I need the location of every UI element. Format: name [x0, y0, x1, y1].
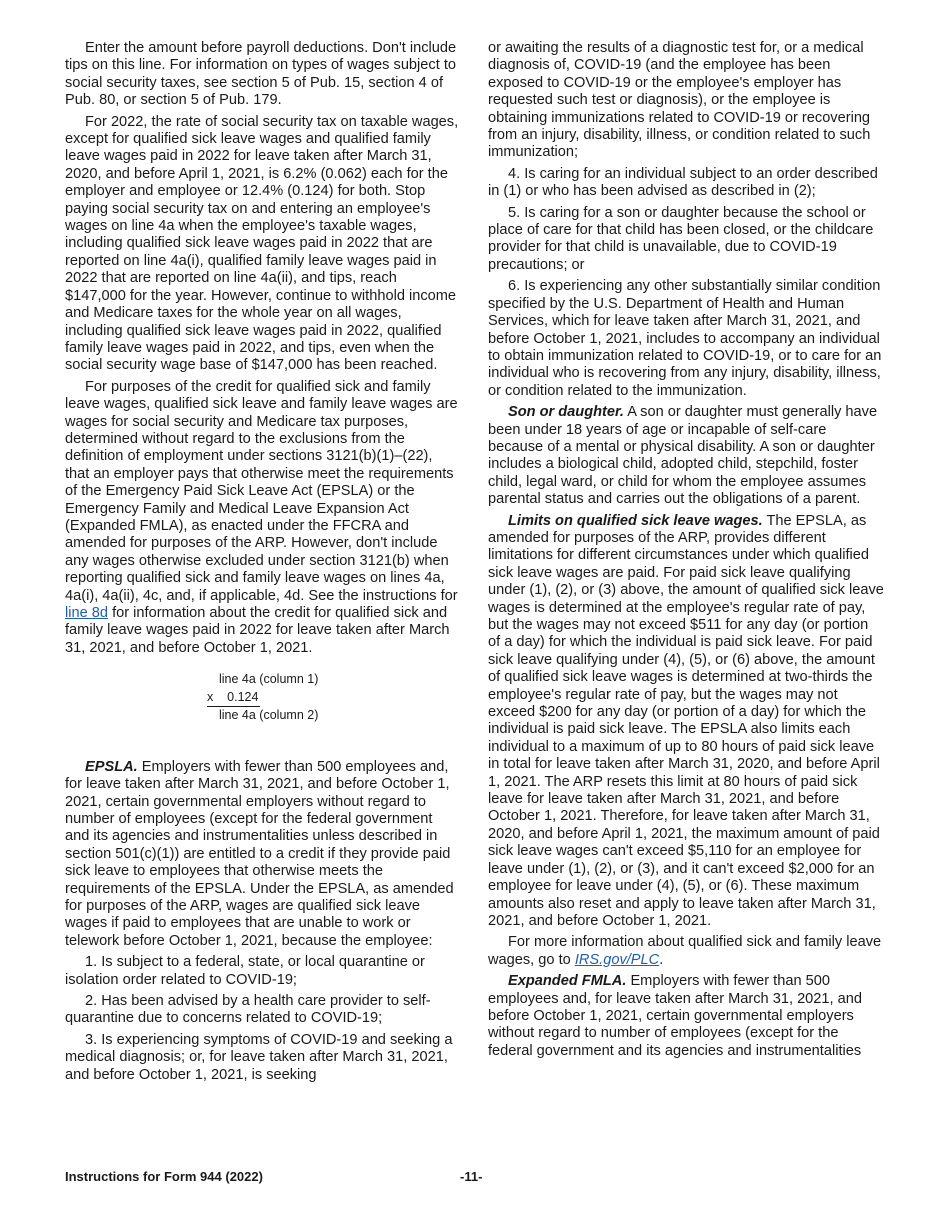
credit-purposes-text-end: for information about the credit for qualified sick and family leave wages paid in 2022 for leave taken after March 31, 2021, and before October 1, 2021.: [65, 605, 450, 656]
expanded-fmla-text: Employers with fewer than 500 employees and, for leave taken after March 31, 2021, and before October 1, 2021, certain governmental employers without regard to number of employees (except for the federal government and its agencies and instrumentalities: [488, 973, 862, 1059]
son-or-daughter-text: A son or daughter must generally have been under 18 years of age or incapable of self-care because of a mental or physical disability. A son or daughter includes a biological child, adopted child, stepchild, foster child, legal ward, or child for whom the employee assumes parental status and carries out the obligations of a parent.: [488, 404, 878, 508]
paragraph-limits: [488, 513, 884, 931]
paragraph-social-security-rate: For 2022, the rate of social security tax on taxable wages, except for qualified sick leave wages and qualified family leave wages paid in 2022 for leave taken after March 31, 2020, and before April 1, 2021, is 6.2% (0.062) each for the employer and employee or 12.4% (0.124) for both. Stop paying social security tax on and entering an employee's wages on line 4a when the employee's taxable wages, including qualified sick leave wages paid in 2022 that are reported on line 4a(i), qualified family leave wages paid in 2022 that are reported on line 4a(ii), and tips, reach $147,000 for the year. However, continue to withhold income and Medicare taxes for the whole year on all wages, including qualified sick leave wages paid in 2022, qualified family leave wages paid in 2022, and tips, even when the social security wage base of $147,000 has been reached.: [65, 113, 459, 374]
list-item-6: 6. Is experiencing any other substantially similar condition specified by the U.S. Department of Health and Human Services, which for leave taken after March 31, 2021, and before October 1, 2021, includes to accompany an individual to obtain immunization related to COVID-19, or to care for an individual who is recovering from any injury, disability, illness, or condition related to the immunization.: [488, 278, 882, 399]
credit-purposes-text: For purposes of the credit for qualified sick and family leave wages, qualified sick leave and family leave wages are wages for social security and Medicare tax purposes, determined without regard to the exclusions from the definition of employment under sections 3121(b)(1)–(22), that an employer pays that otherwise meet the requirements of the Emergency Paid Sick Leave Act (EPSLA) or the Emergency Family and Medical Leave Expansion Act (Expanded FMLA), as enacted under the FFCRA and amended for purposes of the ARP. However, don't include any wages otherwise excluded under section 3121(b) when reporting qualified sick and family leave wages on lines 4a, 4a(i), 4a(ii), 4c, and, if applicable, 4d. See the instructions for: [65, 378, 458, 604]
footer-form-title: Instructions for Form 944 (2022): [65, 1169, 263, 1184]
limits-text: The EPSLA, as amended for purposes of the ARP, provides different limitations for different circumstances under which qualified sick leave wages are paid. For paid sick leave qualifying under (1), (2), or (3) above, the amount of qualified sick leave wages is determined at the employee's regular rate of pay, but the wages may not exceed $511 for any day (or portion of a day) for which the individual is paid sick leave. For paid sick leave qualifying under (4), (5), or (6) above, the amount of qualified sick leave wages is determined at two-thirds the employee's regular rate of pay, but the wages may not exceed $200 for any day (or portion of a day) for which the individual is paid sick leave. The EPSLA also limits each individual to a maximum of up to 80 hours of paid sick leave in total for leave taken after March 31, 2020, and before April 1, 2021. The ARP resets this limit at 80 hours of paid sick leave for leave taken after March 31, 2021, and before October 1, 2021. Therefore, for leave taken after March 31, 2020, and before April 1, 2021, the maximum amount of paid sick leave wages can't exceed $5,110 for an employee for leave under (1), (2), or (3), and it can't exceed $2,000 for an employee for leave under (4), (5), or (6). These maximum amounts also reset and apply to leave taken after March 31, 2021, and before October 1, 2021.: [488, 512, 884, 929]
list-item-4: 4. Is caring for an individual subject to an order described in (1) or who has been advised as described in (2);: [488, 165, 878, 200]
list-item-3-continued: or awaiting the results of a diagnostic test for, or a medical diagnosis of, COVID-19 (and the employee has been exposed to COVID-19 or the employee's employer has requested such test or diagnosis), or the employee is obtaining immunizations related to COVID-19 or recovering from an injury, disability, illness, or condition related to such immunization;: [488, 40, 871, 161]
line-8d-link[interactable]: line 8d: [65, 605, 109, 621]
paragraph-son-or-daughter: [488, 404, 884, 508]
paragraph-credit-purposes: [65, 379, 460, 658]
list-item-3: 3. Is experiencing symptoms of COVID-19 and seeking a medical diagnosis; or, for leave taken after March 31, 2021, and before October 1, 2021, is seeking: [65, 1031, 453, 1083]
paragraph-expanded-fmla: [488, 973, 884, 1060]
calc-row-column2: line 4a (column 2): [219, 708, 319, 723]
epsla-text: Employers with fewer than 500 employees and, for leave taken after March 31, 2021, and before October 1, 2021, certain governmental employers without regard to number of employees (except for the federal government and its agencies and instrumentalities unless described in section 501(c)(1)) are entitled to a credit if they provide paid sick leave to employees that otherwise meets the requirements of the EPSLA. Under the EPSLA, as amended for purposes of the ARP, wages are qualified sick leave wages if paid to employees that are unable to work or telework before October 1, 2021, because the employee:: [65, 758, 454, 949]
list-item-1: 1. Is subject to a federal, state, or local quarantine or isolation order related to COVID-19;: [65, 954, 425, 988]
calc-row-column1: line 4a (column 1): [219, 672, 319, 687]
expanded-fmla-heading: Expanded FMLA.: [508, 973, 627, 990]
right-column: [488, 40, 884, 1064]
paragraph-more-info: [488, 934, 884, 969]
irs-plc-link[interactable]: IRS.gov/PLC: [574, 951, 660, 968]
son-or-daughter-heading: Son or daughter.: [508, 404, 624, 421]
more-info-text: For more information about qualified sick and family leave wages, go to: [488, 934, 882, 968]
calc-row-multiplier: x 0.124: [207, 689, 260, 708]
calculation-block: [207, 671, 460, 725]
paragraph-epsla: [65, 759, 460, 950]
more-info-period: .: [659, 951, 664, 968]
list-item-5: 5. Is caring for a son or daughter because the school or place of care for that child has been closed, or the childcare provider for that child is unavailable, due to COVID-19 precautions; or: [488, 204, 874, 273]
list-item-2: 2. Has been advised by a health care provider to self-quarantine due to concerns related to COVID-19;: [65, 993, 431, 1027]
limits-heading: Limits on qualified sick leave wages.: [508, 512, 763, 529]
page-footer: [65, 1169, 885, 1184]
paragraph-payroll-deductions: Enter the amount before payroll deductions. Don't include tips on this line. For information on types of wages subject to social security taxes, see section 5 of Pub. 15, section 4 of Pub. 80, or section 5 of Pub. 179.: [65, 40, 457, 109]
left-column: [65, 40, 460, 1088]
page-number: -11-: [460, 1169, 483, 1184]
epsla-heading: EPSLA.: [85, 758, 138, 775]
